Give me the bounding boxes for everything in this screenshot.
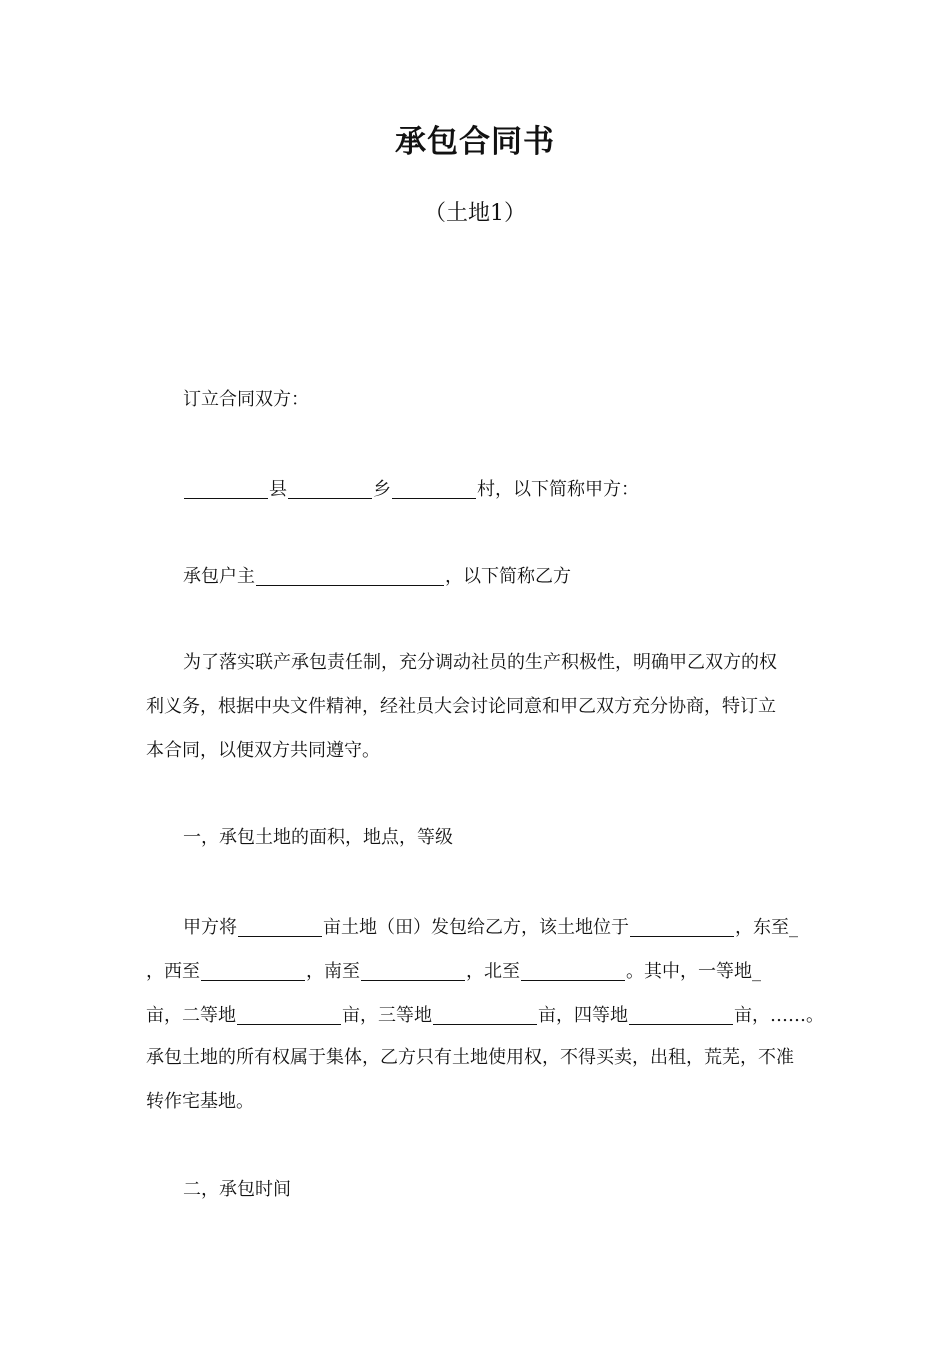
north-blank[interactable] — [521, 961, 625, 981]
county-blank[interactable] — [184, 479, 268, 499]
grade4-blank[interactable] — [629, 1005, 733, 1025]
village-blank[interactable] — [392, 479, 476, 499]
township-label: 乡 — [373, 479, 391, 500]
west-blank[interactable] — [201, 961, 305, 981]
text-segment: 亩土地（田）发包给乙方，该土地位于 — [323, 917, 629, 938]
section1-line-1 — [183, 917, 853, 937]
county-label: 县 — [269, 479, 287, 500]
grade2-blank[interactable] — [237, 1005, 341, 1025]
village-label: 村，以下简称甲方： — [477, 479, 639, 500]
section1-line-2 — [146, 961, 816, 981]
location-blank[interactable] — [630, 917, 734, 937]
grade3-blank[interactable] — [433, 1005, 537, 1025]
section1-line-5: 转作宅基地。 — [146, 1091, 254, 1112]
parties-heading: 订立合同双方： — [183, 389, 309, 410]
text-segment: 甲方将 — [183, 917, 237, 938]
party-b-suffix: ，以下简称乙方 — [445, 566, 571, 587]
section1-line-4: 承包土地的所有权属于集体，乙方只有土地使用权，不得买卖，出租，荒芜，不准 — [146, 1047, 794, 1068]
text-segment: ，西至 — [146, 961, 200, 982]
area-blank[interactable] — [238, 917, 322, 937]
preamble-line-1: 为了落实联产承包责任制，充分调动社员的生产积极性，明确甲乙双方的权 — [183, 652, 777, 673]
south-blank[interactable] — [361, 961, 465, 981]
text-segment: 亩，三等地 — [342, 1005, 432, 1026]
preamble-line-2: 利义务，根据中央文件精神，经社员大会讨论同意和甲乙双方充分协商，特订立 — [146, 696, 776, 717]
party-a-line — [183, 479, 853, 499]
section1-line-3 — [146, 1005, 824, 1026]
township-blank[interactable] — [288, 479, 372, 499]
text-segment: ，南至 — [306, 961, 360, 982]
preamble-line-3: 本合同，以便双方共同遵守。 — [146, 740, 380, 761]
section1-heading: 一，承包土地的面积，地点，等级 — [183, 827, 453, 848]
text-segment: 亩，四等地 — [538, 1005, 628, 1026]
section2-heading: 二，承包时间 — [183, 1179, 291, 1200]
text-segment: ，北至 — [466, 961, 520, 982]
text-segment: 。其中，一等地_ — [626, 961, 761, 982]
household-head-blank[interactable] — [256, 566, 444, 586]
party-b-line — [183, 566, 853, 586]
text-segment: 亩，……。 — [734, 1005, 824, 1026]
text-segment: ，东至_ — [735, 917, 798, 938]
document-title: 承包合同书 — [395, 124, 555, 160]
party-b-prefix: 承包户主 — [183, 566, 255, 587]
document-subtitle: （土地1） — [424, 201, 526, 226]
text-segment: 亩，二等地 — [146, 1005, 236, 1026]
